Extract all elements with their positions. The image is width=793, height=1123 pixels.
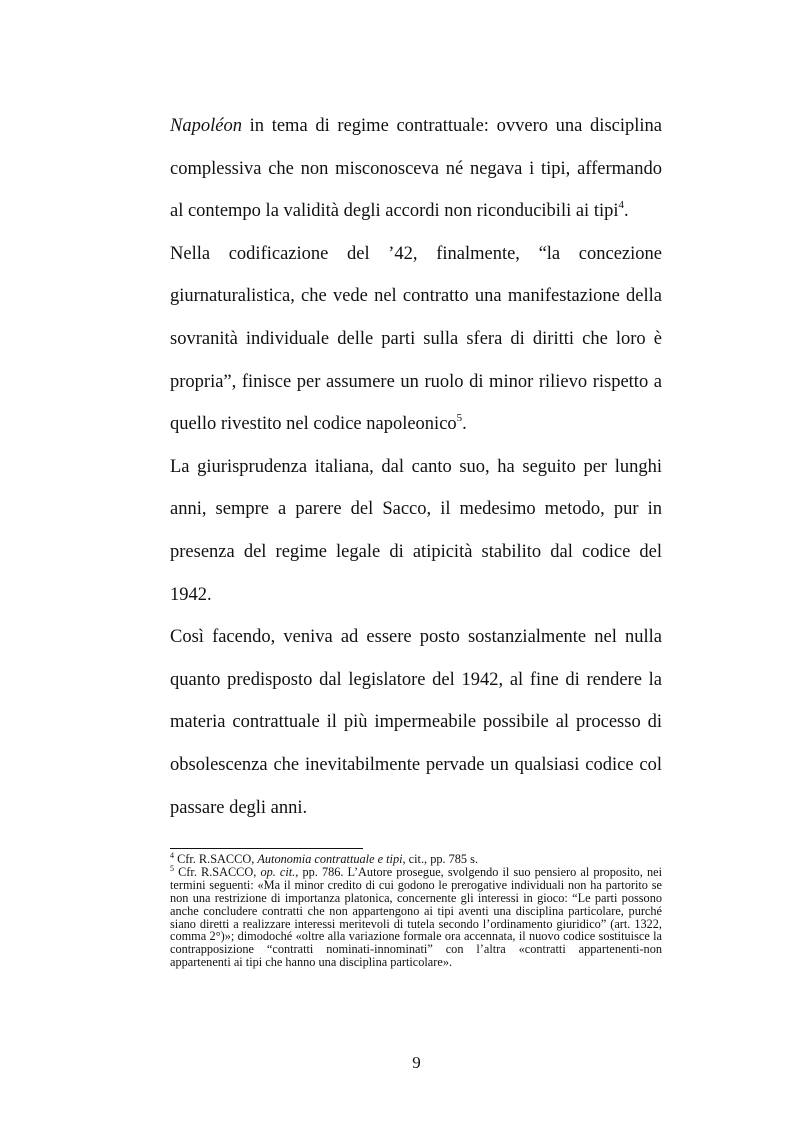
footnote-ref-5[interactable]: 5 [456, 412, 463, 424]
paragraph-1-end: . [624, 201, 629, 222]
footnote-number-4: 4 [170, 850, 174, 860]
paragraph-2-text: Nella codificazione del ’42, finalmente, “la concezione giurnaturalistica, che vede nel contratto una manifestazione della sovranità individuale delle parti sulla sfera di diritti che loro è propria”, finisce per assumere un ruolo di minor rilievo rispetto a quello rivestito nel codice napoleonico [170, 243, 662, 435]
footnote-5-suffix: , pp. 786. L’Autore prosegue, svolgendo il suo pensiero al proposito, nei termini seguenti: «Ma il minor credito di cui godono le prerogative individuali non ha partorito se non una restrizione di importanza platonica, concernente gli interessi in gioco: “Le parti possono anche concludere contratti che non appartengono ai tipi aventi una disciplina particolare, purché siano diretti a realizzare interessi meritevoli di tutela secondo l’ordinamento giuridico” (art. 1322, comma 2°)»; dimodoché «oltre alla variazione formale ora accennata, il nuovo codice sostituisce la contrapposizione “contratti nominati-innominati” con l’altra «contratti appartenenti-non appartenenti ai tipi che hanno una disciplina particolare». [170, 864, 663, 970]
paragraph-1-text: in tema di regime contrattuale: ovvero una disciplina complessiva che non misconosceva né negava i tipi, affermando al contempo la validità degli accordi non riconducibili ai tipi [170, 116, 662, 222]
footnote-ref-4[interactable]: 4 [618, 199, 624, 212]
italic-term-napoleon: Napoléon [170, 116, 242, 136]
paragraph-2-end: . [462, 414, 467, 435]
footnote-4-title: Autonomia contrattuale e tipi [257, 852, 403, 866]
footnote-4-prefix: Cfr. R.SACCO, [174, 852, 258, 866]
paragraph-1 [170, 105, 662, 233]
footnote-separator [170, 848, 363, 849]
body-text [170, 105, 662, 829]
footnote-5-citation: op. cit. [260, 864, 296, 879]
footnote-5-prefix: Cfr. R.SACCO, [174, 864, 261, 879]
page-number: 9 [412, 1053, 421, 1072]
paragraph-2 [170, 233, 662, 446]
footnotes [170, 850, 663, 970]
footnote-number-5: 5 [170, 863, 174, 873]
footnote-4-suffix: , cit., pp. 785 s. [402, 852, 479, 866]
footnote-5 [170, 863, 663, 970]
paragraph-3: La giurisprudenza italiana, dal canto suo, ha seguito per lunghi anni, sempre a parere del Sacco, il medesimo metodo, pur in presenza del regime legale di atipicità stabilito dal codice del 1942. [170, 456, 662, 605]
paragraph-4: Così facendo, veniva ad essere posto sostanzialmente nel nulla quanto predisposto dal legislatore del 1942, al fine di rendere la materia contrattuale il più impermeabile possibile al processo di obsolescenza che inevitabilmente pervade un qualsiasi codice col passare degli anni. [170, 627, 662, 818]
